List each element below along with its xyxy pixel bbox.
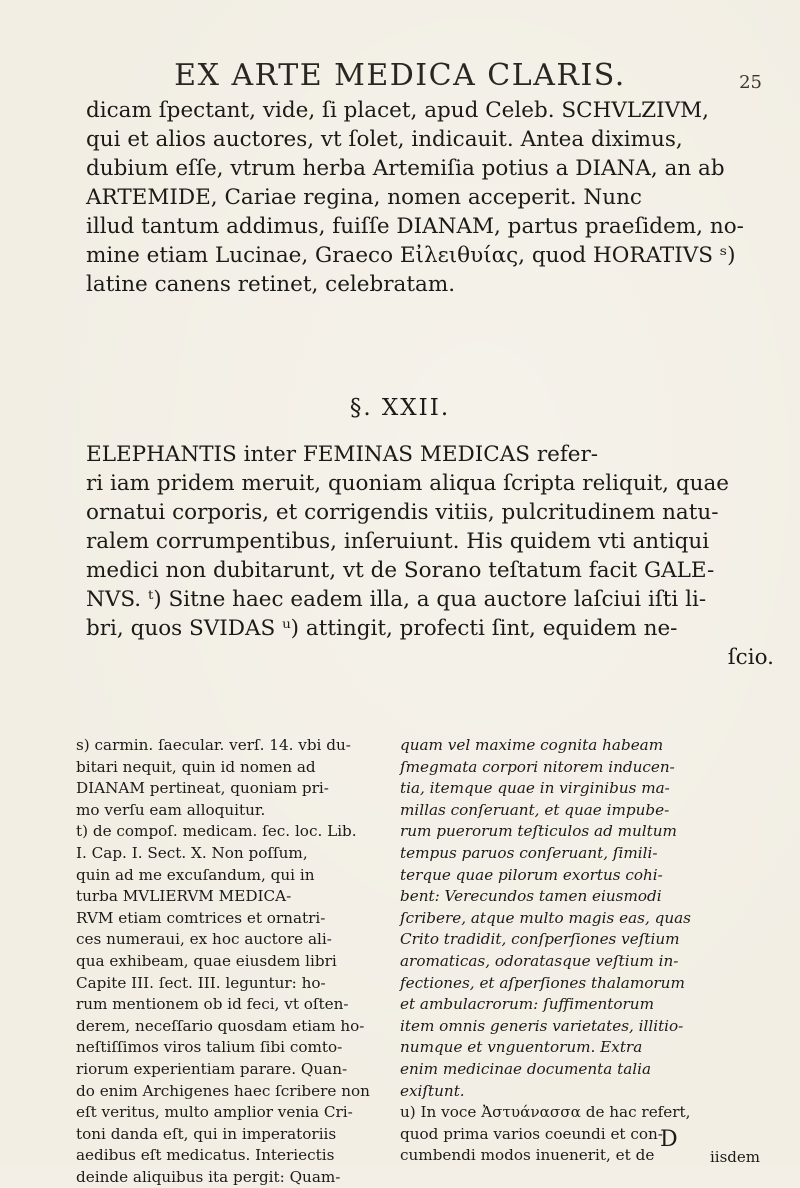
footnote-line: quin ad me excuſandum, qui in xyxy=(76,865,315,884)
footnote-line: et ambulacrorum: ſuffimentorum xyxy=(400,995,654,1014)
footnotes-left-column xyxy=(76,735,386,1188)
footnote-line: quod prima varios coeundi et con- xyxy=(400,1124,663,1143)
footnote-line: s) carmin. ſaecular. verſ. 14. vbi du- xyxy=(76,736,351,754)
footnote-line: terque quae pilorum exortus cohi- xyxy=(400,865,663,884)
footnote-line: I. Cap. I. Sect. X. Non poſſum, xyxy=(76,843,308,862)
footnote-line: derem, neceſſario quosdam etiam ho- xyxy=(76,1016,365,1035)
signature-mark: D xyxy=(660,1127,678,1152)
main-text-paragraph-2 xyxy=(86,440,796,672)
footnote-line: fectiones, et aſperſiones thalamorum xyxy=(400,973,685,992)
footnote-line: bent: Verecundos tamen eiusmodi xyxy=(400,887,662,906)
footnote-line: ſmegmata corpori nitorem inducen- xyxy=(400,757,675,776)
text-line: medici non dubitarunt, vt de Sorano teſtatum facit GALE- xyxy=(86,558,715,583)
text-line: qui et alios auctores, vt ſolet, indicauit. Antea diximus, xyxy=(86,127,683,152)
footnote-line: Crito tradidit, conſperſiones veſtium xyxy=(400,930,680,949)
text-line: ſcio. xyxy=(727,645,774,670)
text-line: illud tantum addimus, fuiſſe DIANAM, partus praeſidem, no- xyxy=(86,214,744,239)
footnote-line: bitari nequit, quin id nomen ad xyxy=(76,757,316,776)
footnote-line: quam vel maxime cognita habeam xyxy=(400,736,664,754)
footnote-line: neſtiſſimos viros talium ſibi comto- xyxy=(76,1038,343,1057)
footnote-line: Capite III. ſect. III. leguntur: ho- xyxy=(76,973,326,992)
footnote-line: riorum experientiam parare. Quan- xyxy=(76,1059,348,1078)
footnote-line: millas conſeruant, et quae impube- xyxy=(400,800,670,819)
footnote-line: qua exhibeam, quae eiusdem libri xyxy=(76,951,337,970)
footnote-line: t) de compoſ. medicam. ſec. loc. Lib. xyxy=(76,822,357,841)
text-line: ralem corrumpentibus, inſeruiunt. His quidem vti antiqui xyxy=(86,529,710,554)
footnote-line: turba MVLIERVM MEDICA- xyxy=(76,887,292,906)
footnote-line: item omnis generis varietates, illitio- xyxy=(400,1016,684,1035)
text-line: ornatui corporis, et corrigendis vitiis, pulcritudinem natu- xyxy=(86,500,719,525)
footnote-line: RVM etiam comtrices et ornatri- xyxy=(76,908,326,927)
catchword: iisdem xyxy=(710,1148,760,1166)
main-text-paragraph-1 xyxy=(86,96,786,299)
footnote-line: aromaticas, odoratasque veſtium in- xyxy=(400,951,679,970)
text-line: ELEPHANTIS inter FEMINAS MEDICAS refer- xyxy=(86,442,599,467)
footnotes-right-column xyxy=(400,735,770,1167)
footnote-line: ſcribere, atque multo magis eas, quas xyxy=(400,908,691,927)
footnote-line: u) In voce Ἀστυάνασσα de hac refert, xyxy=(400,1103,691,1122)
running-head xyxy=(0,58,800,98)
text-line: NVS. ᵗ) Sitne haec eadem illa, a qua auctore laſciui iſti li- xyxy=(86,587,707,612)
text-line: ri iam pridem meruit, quoniam aliqua ſcripta reliquit, quae xyxy=(86,471,730,496)
text-line: ARTEMIDE, Cariae regina, nomen acceperit. Nunc xyxy=(86,185,642,210)
text-line: dubium eſſe, vtrum herba Artemiſia potius a DIANA, an ab xyxy=(86,156,725,181)
footnote-line: tempus paruos conſeruant, ſimili- xyxy=(400,843,658,862)
footnote-line: enim medicinae documenta talia xyxy=(400,1059,652,1078)
footnote-line: deinde aliquibus ita pergit: Quam- xyxy=(76,1167,341,1186)
page-number: 25 xyxy=(739,72,762,93)
footnote-line: DIANAM pertineat, quoniam pri- xyxy=(76,779,329,798)
text-line: bri, quos SVIDAS ᵘ) attingit, profecti ſint, equidem ne- xyxy=(86,616,678,641)
section-heading: §. XXII. xyxy=(349,395,451,421)
running-title: EX ARTE MEDICA CLARIS. xyxy=(174,58,626,93)
text-line: mine etiam Lucinae, Graeco Εἰλειθυίας, quod HORATIVS ˢ) xyxy=(86,243,736,268)
text-line: dicam ſpectant, vide, ſi placet, apud Celeb. SCHVLZIVM, xyxy=(86,98,709,123)
footnote-line: mo verſu eam alloquitur. xyxy=(76,800,266,819)
footnote-line: aedibus eſt medicatus. Interiectis xyxy=(76,1146,335,1165)
footnote-line: tia, itemque quae in virginibus ma- xyxy=(400,779,670,798)
footnote-line: rum puerorum teſticulos ad multum xyxy=(400,822,677,841)
footnote-line: do enim Archigenes haec ſcribere non xyxy=(76,1081,370,1100)
footnote-line: exiſtunt. xyxy=(400,1081,465,1100)
text-line: latine canens retinet, celebratam. xyxy=(86,272,456,297)
footnote-line: numque et vnguentorum. Extra xyxy=(400,1038,643,1057)
footnote-line: rum mentionem ob id feci, vt oſten- xyxy=(76,995,349,1014)
footnote-line: eſt veritus, multo amplior venia Cri- xyxy=(76,1103,353,1122)
footnote-line: ces numeraui, ex hoc auctore ali- xyxy=(76,930,332,949)
footnote-line: cumbendi modos inuenerit, et de xyxy=(400,1146,655,1165)
footnote-line: toni danda eſt, qui in imperatoriis xyxy=(76,1124,337,1143)
